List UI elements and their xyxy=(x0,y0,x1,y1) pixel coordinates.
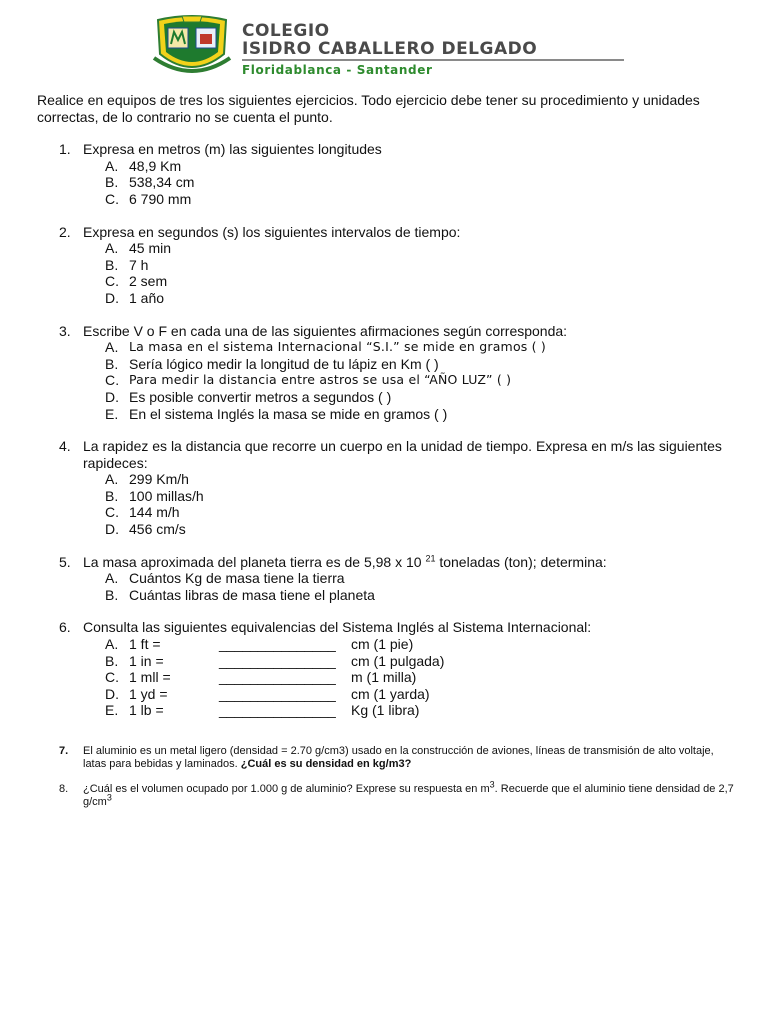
question-number: 2. xyxy=(59,223,71,240)
option-letter: A. xyxy=(105,471,119,488)
option-letter: C. xyxy=(105,372,120,389)
equivalence-row xyxy=(83,653,737,670)
option-text: 6 790 mm xyxy=(129,190,192,207)
option-letter: B. xyxy=(105,256,119,273)
equivalence-row xyxy=(83,636,737,653)
option xyxy=(83,587,737,604)
option xyxy=(83,356,737,373)
option-letter: B. xyxy=(105,652,119,669)
exponent: 3 xyxy=(489,779,495,790)
school-name-line2: ISIDRO CABALLERO DELGADO xyxy=(242,39,538,59)
option xyxy=(83,372,737,389)
school-crest-icon xyxy=(152,14,232,76)
unit-right: Kg (1 libra) xyxy=(351,702,420,719)
question-text-bold: ¿Cuál es su densidad en kg/m3? xyxy=(240,758,412,770)
header-divider xyxy=(242,59,624,61)
school-header xyxy=(152,14,632,78)
question-text: La rapidez es la distancia que recorre un cuerpo en la unidad de tiempo. Expresa en m/s las siguientes rapideces: xyxy=(83,438,722,471)
question-text: Escribe V o F en cada una de las siguientes afirmaciones según corresponda: xyxy=(83,322,568,339)
school-location: Floridablanca - Santander xyxy=(242,63,433,77)
question-number: 4. xyxy=(59,438,71,455)
option xyxy=(83,339,737,356)
option xyxy=(83,240,737,257)
option-letter: E. xyxy=(105,702,119,719)
question-number: 6. xyxy=(59,619,71,636)
option-letter: E. xyxy=(105,405,119,422)
option-text: 299 Km/h xyxy=(129,471,189,488)
question-number: 8. xyxy=(59,783,69,795)
option xyxy=(83,257,737,274)
option-letter: A. xyxy=(105,157,119,174)
unit-left: 1 yd = xyxy=(129,685,168,702)
option-letter: A. xyxy=(105,570,119,587)
option xyxy=(83,191,737,208)
option-letter: B. xyxy=(105,355,119,372)
option xyxy=(83,504,737,521)
question-3 xyxy=(37,323,737,423)
unit-left: 1 mll = xyxy=(129,669,171,686)
option-text: 45 min xyxy=(129,240,172,257)
question-number: 7. xyxy=(59,745,69,757)
option-letter: A. xyxy=(105,240,119,257)
option-letter: B. xyxy=(105,174,119,191)
worksheet-body xyxy=(37,92,737,821)
question-number: 3. xyxy=(59,322,71,339)
question-text: El aluminio es un metal ligero (densidad = 2.70 g/cm3) usado en la construcción de aviones, líneas de transmisión de alto voltaje, latas para bebidas y laminados. xyxy=(83,745,714,770)
unit-left: 1 lb = xyxy=(129,702,164,719)
option xyxy=(83,389,737,406)
option xyxy=(83,471,737,488)
question-text: Consulta las siguientes equivalencias del Sistema Inglés al Sistema Internacional: xyxy=(83,619,592,636)
question-text-part: toneladas (ton); determina: xyxy=(435,553,607,570)
exponent: 3 xyxy=(106,792,112,803)
unit-left: 1 in = xyxy=(129,652,164,669)
question-text xyxy=(83,554,737,571)
answer-blank[interactable]: _______________ xyxy=(219,702,336,719)
question-number: 1. xyxy=(59,141,71,158)
option-text: Para medir la distancia entre astros se usa el “AÑO LUZ” ( ) xyxy=(129,372,512,388)
option-text: 144 m/h xyxy=(129,504,180,521)
option-text: Cuántas libras de masa tiene el planeta xyxy=(129,586,375,603)
question-5 xyxy=(37,554,737,604)
question-1 xyxy=(37,141,737,207)
question-8 xyxy=(37,779,737,809)
option xyxy=(83,273,737,290)
option xyxy=(83,290,737,307)
option xyxy=(83,570,737,587)
question-7 xyxy=(37,745,737,771)
equivalence-row xyxy=(83,669,737,686)
unit-right: cm (1 pie) xyxy=(351,636,414,653)
school-name-line1: COLEGIO xyxy=(242,21,330,41)
option-letter: D. xyxy=(105,521,119,538)
exponent: 21 xyxy=(425,553,436,563)
question-text-part: La masa aproximada del planeta tierra es de 5,98 x 10 xyxy=(83,553,426,570)
unit-right: m (1 milla) xyxy=(351,669,417,686)
option-text: 100 millas/h xyxy=(129,487,204,504)
option-text: En el sistema Inglés la masa se mide en gramos ( ) xyxy=(129,405,448,422)
option-letter: A. xyxy=(105,636,119,653)
option xyxy=(83,488,737,505)
answer-blank[interactable]: _______________ xyxy=(219,669,336,686)
question-2 xyxy=(37,224,737,307)
question-text: Expresa en metros (m) las siguientes longitudes xyxy=(83,141,382,158)
question-6 xyxy=(37,619,737,719)
option xyxy=(83,158,737,175)
answer-blank[interactable]: _______________ xyxy=(219,652,336,669)
equivalence-row xyxy=(83,702,737,719)
unit-left: 1 ft = xyxy=(129,636,161,653)
option-text: 48,9 Km xyxy=(129,157,182,174)
option-text: 2 sem xyxy=(129,273,168,290)
option-letter: B. xyxy=(105,487,119,504)
question-number: 5. xyxy=(59,553,71,570)
option-letter: C. xyxy=(105,669,119,686)
option-letter: C. xyxy=(105,190,119,207)
option xyxy=(83,174,737,191)
question-text-part: . Recuerde que el aluminio tiene densidad de 2,7 g/cm xyxy=(83,783,734,808)
unit-right: cm (1 yarda) xyxy=(351,685,430,702)
option xyxy=(83,406,737,423)
question-4 xyxy=(37,438,737,538)
option-letter: C. xyxy=(105,273,119,290)
option-text: 538,34 cm xyxy=(129,174,195,191)
answer-blank[interactable]: _______________ xyxy=(219,636,336,653)
instructions: Realice en equipos de tres los siguientes ejercicios. Todo ejercicio debe tener su procedimiento y unidades correctas, de lo contrario no se cuenta el punto. xyxy=(37,92,700,125)
answer-blank[interactable]: _______________ xyxy=(219,685,336,702)
equivalence-row xyxy=(83,686,737,703)
option-letter: B. xyxy=(105,586,119,603)
option-text: 7 h xyxy=(129,256,149,273)
unit-right: cm (1 pulgada) xyxy=(351,652,445,669)
option-text: 456 cm/s xyxy=(129,521,186,538)
option xyxy=(83,521,737,538)
option-letter: C. xyxy=(105,504,119,521)
option-letter: D. xyxy=(105,685,119,702)
option-text: Sería lógico medir la longitud de tu lápiz en Km ( ) xyxy=(129,355,439,372)
option-letter: D. xyxy=(105,388,119,405)
option-letter: D. xyxy=(105,289,119,306)
option-text: Cuántos Kg de masa tiene la tierra xyxy=(129,570,345,587)
option-text: 1 año xyxy=(129,289,165,306)
option-text: La masa en el sistema Internacional “S.I.” se mide en gramos ( ) xyxy=(129,339,546,355)
question-text-part: ¿Cuál es el volumen ocupado por 1.000 g de aluminio? Exprese su respuesta en m xyxy=(83,783,490,795)
option-text: Es posible convertir metros a segundos ( ) xyxy=(129,388,392,405)
school-name-block xyxy=(242,22,632,77)
question-text: Expresa en segundos (s) los siguientes intervalos de tiempo: xyxy=(83,223,461,240)
option-letter: A. xyxy=(105,339,119,356)
